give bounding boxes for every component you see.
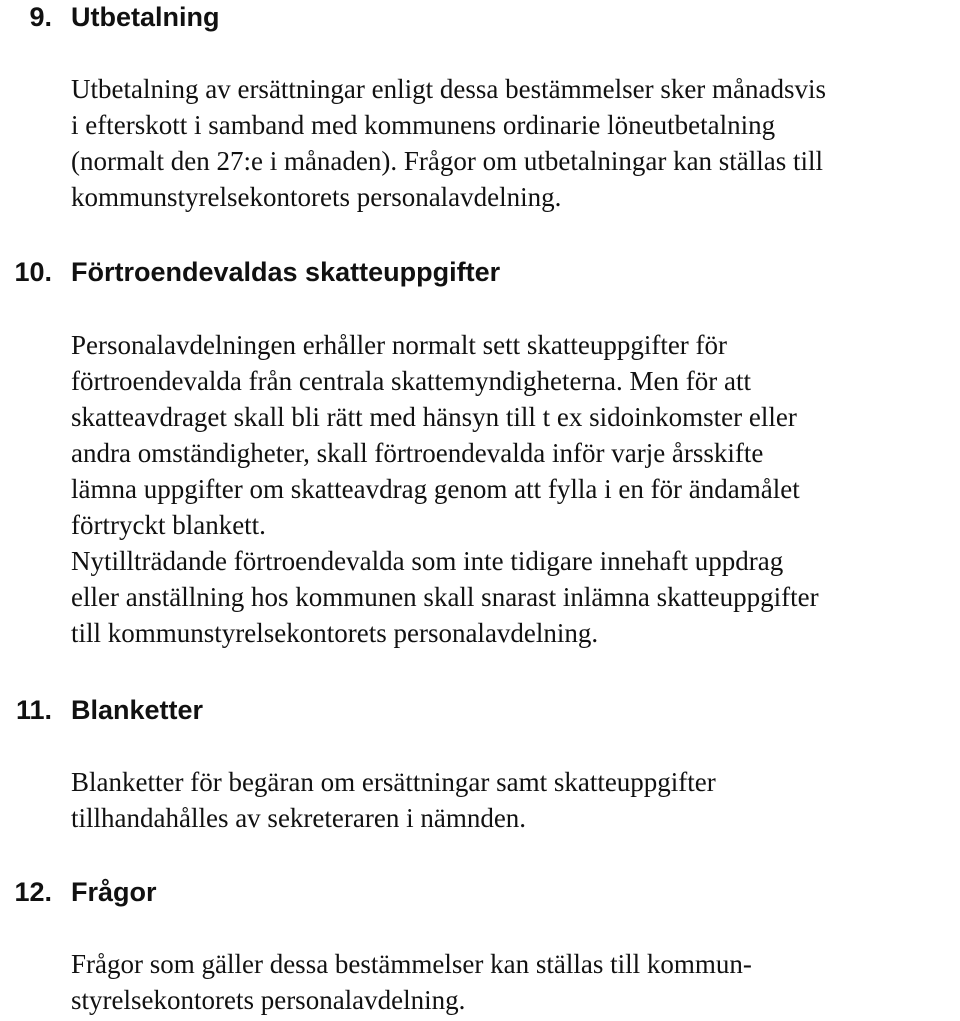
section-title: Utbetalning xyxy=(71,2,220,32)
body-line: (normalt den 27:e i månaden). Frågor om utbetalningar kan ställas till xyxy=(71,146,824,176)
body-line: Personalavdelningen erhåller normalt sett skatteuppgifter för xyxy=(71,330,728,360)
body-line: lämna uppgifter om skatteavdrag genom att fylla i en för ändamålet xyxy=(71,474,800,504)
section-number: 9. xyxy=(29,2,52,32)
section-11-body xyxy=(71,764,956,836)
body-line: till kommunstyrelsekontorets personalavdelning. xyxy=(71,618,599,648)
body-line: Frågor som gäller dessa bestämmelser kan ställas till kommun- xyxy=(71,949,752,979)
body-line: förtryckt blankett. xyxy=(71,510,266,540)
body-line: kommunstyrelsekontorets personalavdelning. xyxy=(71,182,562,212)
section-9-body xyxy=(71,71,956,215)
body-line: Utbetalning av ersättningar enligt dessa bestämmelser sker månadsvis xyxy=(71,74,827,104)
section-10-body xyxy=(71,327,956,651)
section-title: Frågor xyxy=(71,877,157,907)
body-line: Blanketter för begäran om ersättningar samt skatteuppgifter xyxy=(71,767,716,797)
body-line: eller anställning hos kommunen skall snarast inlämna skatteuppgifter xyxy=(71,582,819,612)
body-line: tillhandahålles av sekreteraren i nämnden. xyxy=(71,803,527,833)
body-line: andra omständigheter, skall förtroendevalda inför varje årsskifte xyxy=(71,438,764,468)
body-line: i efterskott i samband med kommunens ordinarie löneutbetalning xyxy=(71,110,776,140)
body-line: styrelsekontorets personalavdelning. xyxy=(71,985,466,1015)
section-12-body xyxy=(71,946,956,1018)
section-title: Blanketter xyxy=(71,695,204,725)
section-title: Förtroendevaldas skatteuppgifter xyxy=(71,257,501,287)
section-number: 11. xyxy=(15,695,52,725)
section-number: 10. xyxy=(14,257,52,287)
body-line: förtroendevalda från centrala skattemyndigheterna. Men för att xyxy=(71,366,751,396)
section-number: 12. xyxy=(14,877,52,907)
body-line: skatteavdraget skall bli rätt med hänsyn till t ex sidoinkomster eller xyxy=(71,402,797,432)
body-line: Nytillträdande förtroendevalda som inte tidigare innehaft uppdrag xyxy=(71,546,784,576)
